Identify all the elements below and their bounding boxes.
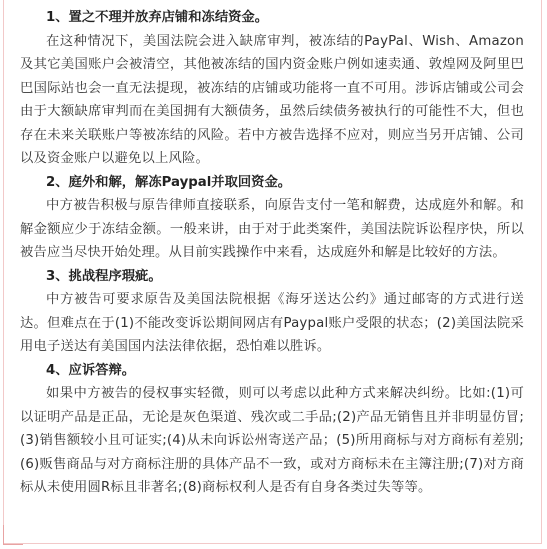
corner-decoration — [3, 525, 4, 545]
section-body-4: 如果中方被告的侵权事实轻微，则可以考虑以此种方式来解决纠纷。比如:(1)可以证明产品是正品，无论是灰色渠道、残次或二手品;(2)产品无销售且并非明显仿冒;(3)销售额较小且可证实;(4)从未向诉讼州寄送产品；(5)所用商标与对方商标有差别;(6)贩售商品与对方商标注册的具体产品不一致，或对方商标未在主簿注册;(7)对方商标从未使用圆R标且非著名;(8)商标权利人是否有自身各类过失等等。 — [20, 386, 524, 495]
section-body-3: 中方被告可要求原告及美国法院根据《海牙送达公约》通过邮寄的方式进行送达。但难点在于(1)不能改变诉讼期间网店有Paypal账户受限的状态；(2)美国法院采用电子送达有美国国内法法律依据，恐怕难以胜诉。 — [20, 292, 524, 354]
article-content — [20, 6, 524, 500]
section-heading-2: 2、庭外和解，解冻Paypal并取回资金。 — [46, 174, 292, 190]
section-heading-4: 4、应诉答辩。 — [46, 362, 136, 378]
section-body-2: 中方被告积极与原告律师直接联系，向原告支付一笔和解费，达成庭外和解。和解金额应少于冻结金额。一般来讲，由于对于此类案件，美国法院诉讼程序快，所以被告应当尽快开始处理。从目前实践操作中来看，达成庭外和解是比较好的方法。 — [20, 198, 524, 260]
corner-decoration — [3, 544, 23, 545]
section-body-1: 在这种情况下，美国法院会进入缺席审判，被冻结的PayPal、Wish、Amazon及其它美国账户会被清空，其他被冻结的国内资金账户例如速卖通、敦煌网及阿里巴巴国际站也会一直无法提现，被冻结的店铺或功能将一直不可用。涉诉店铺或公司会由于大额缺席审判而在美国拥有大额债务，虽然后续债务被执行的可能性不大，但也存在未来关联账户等被冻结的风险。若中方被告选择不应对，则应当另开店铺、公司以及资金账户以避免以上风险。 — [20, 33, 524, 166]
section-heading-3: 3、挑战程序瑕疵。 — [46, 268, 162, 284]
section-heading-1: 1、置之不理并放弃店铺和冻结资金。 — [46, 10, 269, 25]
